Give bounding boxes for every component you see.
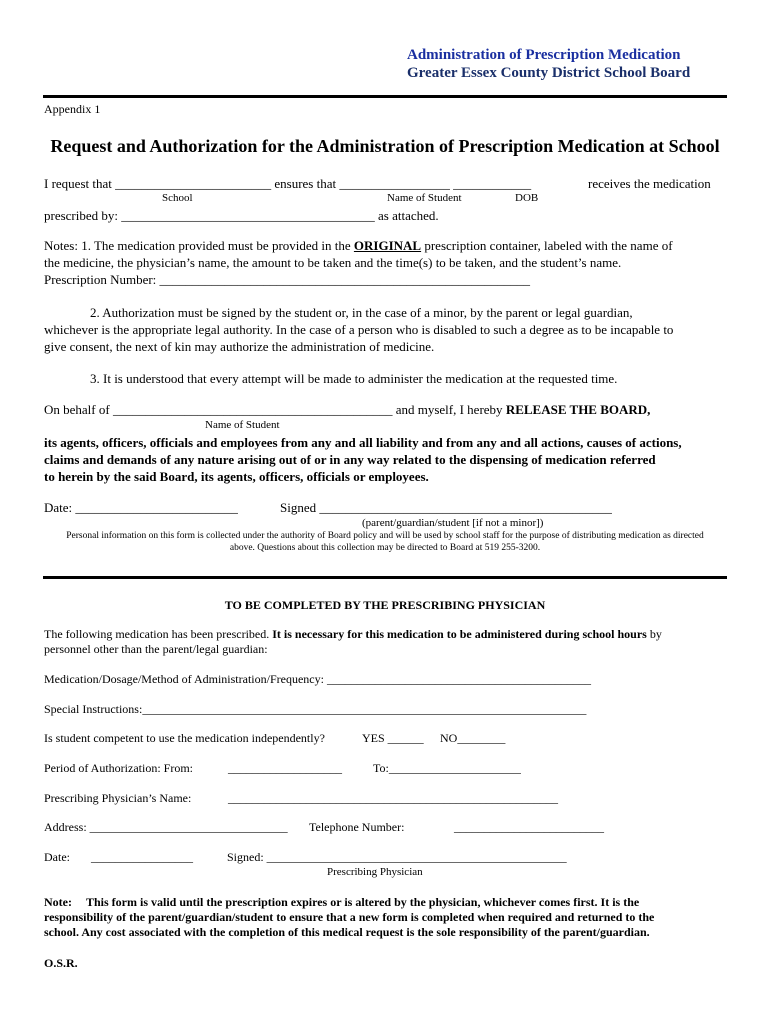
release-clause-line-2: claims and demands of any nature arising out of or in any way related to the dispensing of medication referred [44, 452, 656, 467]
school-label: School [162, 192, 193, 204]
release-clause-line-3: to herein by the said Board, its agents, officers, officials or employees. [44, 469, 429, 484]
physician-intro-a: The following medication has been prescribed. [44, 627, 273, 641]
header-divider [43, 95, 727, 98]
authorization-period-label: Period of Authorization: From: [44, 761, 193, 775]
request-line-1-end: receives the medication [588, 176, 711, 191]
address-field: Address: _________________________________ [44, 820, 288, 834]
note-2-line-2: whichever is the appropriate legal authority. In the case of a person who is disabled to such a degree as to be incapable to [44, 322, 674, 337]
header-title: Administration of Prescription Medication [407, 47, 681, 63]
telephone-label: Telephone Number: [309, 820, 405, 834]
section-divider [43, 576, 727, 579]
osr-label: O.S.R. [44, 956, 78, 970]
prescription-number-line: Prescription Number: _________________________________________________________ [44, 272, 531, 287]
physician-signed-line: Signed: __________________________________________________ [227, 850, 567, 864]
physician-intro-emphasis: It is necessary for this medication to be administered during school hours [272, 627, 647, 641]
note-line-1 [44, 895, 639, 910]
header-board-name: Greater Essex County District School Board [407, 65, 691, 81]
signer-label: (parent/guardian/student [if not a minor]) [362, 517, 544, 529]
note-1-intro: Notes: 1. The medication provided must be provided in the [44, 238, 354, 253]
release-line-1 [44, 402, 650, 418]
release-clause-line-1: its agents, officers, officials and employees from any and all liability and from any and all actions, causes of actions, [44, 435, 682, 450]
request-line-1: I request that ________________________ ensures that _________________ ____________ [44, 176, 532, 191]
authorization-to-field: To:______________________ [373, 761, 521, 775]
note-1-line-1 [44, 238, 673, 254]
dob-label: DOB [515, 192, 539, 204]
note-label: Note: [44, 895, 72, 909]
prescribed-by-line: prescribed by: _______________________________________ as attached. [44, 208, 439, 223]
parent-date-line: Date: _________________________ [44, 500, 238, 515]
form-title: Request and Authorization for the Administration of Prescription Medication at School [50, 136, 720, 156]
original-emphasis: ORIGINAL [353, 238, 422, 253]
parent-signed-line: Signed _____________________________________________ [280, 500, 612, 515]
special-instructions-field: Special Instructions:__________________________________________________________________________ [44, 702, 587, 716]
competence-yes: YES ______ [362, 731, 424, 745]
note-line-3: school. Any cost associated with the completion of this medical request is the sole responsibility of the parent/guardian. [44, 925, 650, 939]
privacy-notice-line-2: above. Questions about this collection may be directed to Board at 519 255-3200. [229, 543, 541, 553]
privacy-notice-line-1: Personal information on this form is collected under the authority of Board policy and will be used by school staff for the purpose of distributing medication as directed [66, 531, 704, 541]
appendix-label: Appendix 1 [44, 102, 101, 116]
physician-date-field: _________________ [91, 850, 193, 864]
note-line-2: responsibility of the parent/guardian/student to ensure that a new form is completed when required and returned to the [44, 910, 655, 924]
note-3: 3. It is understood that every attempt will be made to administer the medication at the requested time. [90, 371, 618, 386]
medication-field: Medication/Dosage/Method of Administration/Frequency: ____________________________________________ [44, 672, 591, 686]
note-1-rest: prescription container, labeled with the name of [421, 238, 673, 253]
physician-intro-line-2: personnel other than the parent/legal guardian: [44, 642, 268, 656]
release-student-name-label: Name of Student [205, 419, 280, 431]
telephone-field: _________________________ [454, 820, 604, 834]
competence-question: Is student competent to use the medication independently? [44, 731, 325, 745]
release-board-emphasis: RELEASE THE BOARD, [505, 402, 651, 417]
note-1-line-2: the medicine, the physician’s name, the amount to be taken and the time(s) to be taken, and the student’s name. [44, 255, 622, 270]
physician-name-label: Prescribing Physician’s Name: [44, 791, 192, 805]
release-behalf: On behalf of ___________________________________________ and myself, I hereby [44, 402, 506, 417]
physician-signature-label: Prescribing Physician [327, 866, 423, 878]
competence-no: NO________ [440, 731, 506, 745]
note-2-line-1: 2. Authorization must be signed by the student or, in the case of a minor, by the parent or legal guardian, [90, 305, 633, 320]
physician-date-label: Date: [44, 850, 70, 864]
physician-section-heading: TO BE COMPLETED BY THE PRESCRIBING PHYSICIAN [224, 598, 546, 612]
authorization-from-field: ___________________ [228, 761, 342, 775]
student-name-label: Name of Student [387, 192, 462, 204]
note-2-line-3: give consent, the next of kin may authorize the administration of medicine. [44, 339, 435, 354]
physician-intro-line-1 [44, 627, 662, 642]
physician-name-field: _______________________________________________________ [228, 791, 558, 805]
note-text-1: This form is valid until the prescription expires or is altered by the physician, whichever comes first. It is the [85, 895, 640, 909]
physician-intro-c: by [646, 627, 662, 641]
